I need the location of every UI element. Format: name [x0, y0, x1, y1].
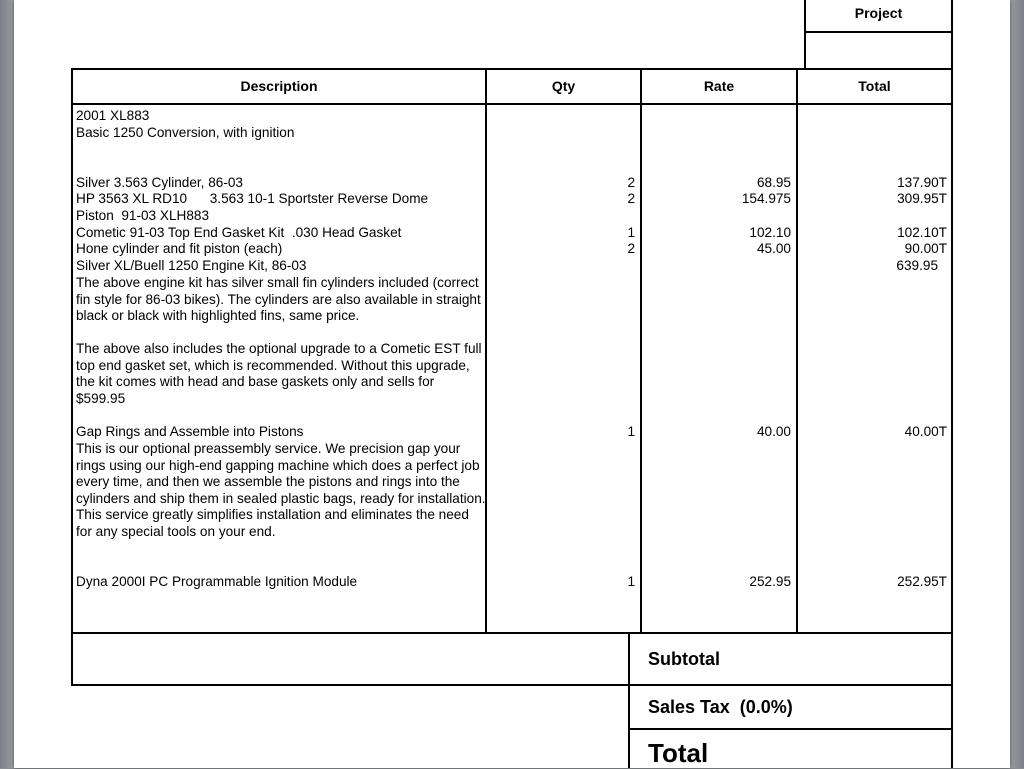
table-bottom-border [71, 632, 953, 634]
row-rate: 45.00 [756, 241, 791, 256]
memo-box-bottom-border [71, 684, 629, 686]
row-note: The above engine kit has silver small fin cylinders included (correct fin style for 86-03 bikes). The cylinders are also available in straight black or black with highlighted fins, same price. [76, 275, 481, 324]
row-rate: 154.975 [741, 191, 791, 206]
row-description: Cometic 91-03 Top End Gasket Kit .030 Head Gasket [76, 225, 402, 240]
row-qty: 2 [627, 175, 635, 190]
row-rate: 102.10 [749, 225, 791, 240]
summary-divider [628, 684, 953, 686]
row-total: 639.95 [896, 258, 938, 273]
row-total: 40.00T [904, 424, 947, 439]
row-total: 137.90T [897, 175, 947, 190]
row-qty: 2 [627, 191, 635, 206]
intro-line: 2001 XL883 [76, 108, 150, 123]
invoice-page [14, 0, 1010, 768]
row-description: HP 3563 XL RD10 3.563 10-1 Sportster Reverse Dome Piston 91-03 XLH883 [76, 191, 429, 223]
row-qty: 1 [627, 225, 635, 240]
row-total: 309.95T [897, 191, 947, 206]
subtotal-label: Subtotal [648, 649, 720, 669]
intro-line: Basic 1250 Conversion, with ignition [76, 125, 295, 140]
window-frame-right [1010, 0, 1024, 768]
row-rate: 68.95 [756, 175, 791, 190]
header-total: Total [858, 78, 891, 94]
project-box-right-border [951, 0, 953, 68]
sales-tax-label: Sales Tax (0.0%) [648, 697, 793, 717]
col-divider-total [796, 68, 798, 634]
row-description: Hone cylinder and fit piston (each) [76, 241, 283, 256]
header-bottom-border [71, 103, 953, 105]
summary-divider [628, 728, 953, 730]
summary-left-border [628, 632, 630, 768]
col-divider-rate [640, 68, 642, 634]
row-total: 90.00T [904, 241, 947, 256]
row-total: 102.10T [897, 225, 947, 240]
row-rate: 40.00 [756, 424, 791, 439]
table-top-border [71, 68, 953, 70]
row-qty: 1 [627, 574, 635, 589]
row-total: 252.95T [897, 574, 947, 589]
header-qty: Qty [551, 78, 576, 94]
row-description: Silver 3.563 Cylinder, 86-03 [76, 175, 243, 190]
table-right-border [951, 68, 953, 768]
row-note: This is our optional preassembly service. We precision gap your rings using our high-end gapping machine which does a perfect job every time, and then we assemble the pistons and rings into the cylinders and ship them in sealed plastic bags, ready for installation. This service greatly simplifies installation and eliminates the need for any special tools on your end. [76, 441, 486, 539]
header-description: Description [240, 78, 318, 94]
total-label: Total [648, 738, 709, 768]
row-description: Silver XL/Buell 1250 Engine Kit, 86-03 [76, 258, 307, 273]
row-note: The above also includes the optional upgrade to a Cometic EST full top end gasket set, which is recommended. Without this upgrade, the kit comes with head and base gaskets only and sells for $599.95 [76, 341, 482, 406]
row-description: Gap Rings and Assemble into Pistons [76, 424, 304, 439]
row-qty: 1 [627, 424, 635, 439]
project-label: Project [854, 5, 903, 21]
table-left-border [71, 68, 73, 686]
header-rate: Rate [703, 78, 735, 94]
row-qty: 2 [627, 241, 635, 256]
window-frame-left [0, 0, 14, 768]
row-rate: 252.95 [749, 574, 791, 589]
row-description: Dyna 2000I PC Programmable Ignition Module [76, 574, 358, 589]
project-box-divider [804, 31, 953, 33]
